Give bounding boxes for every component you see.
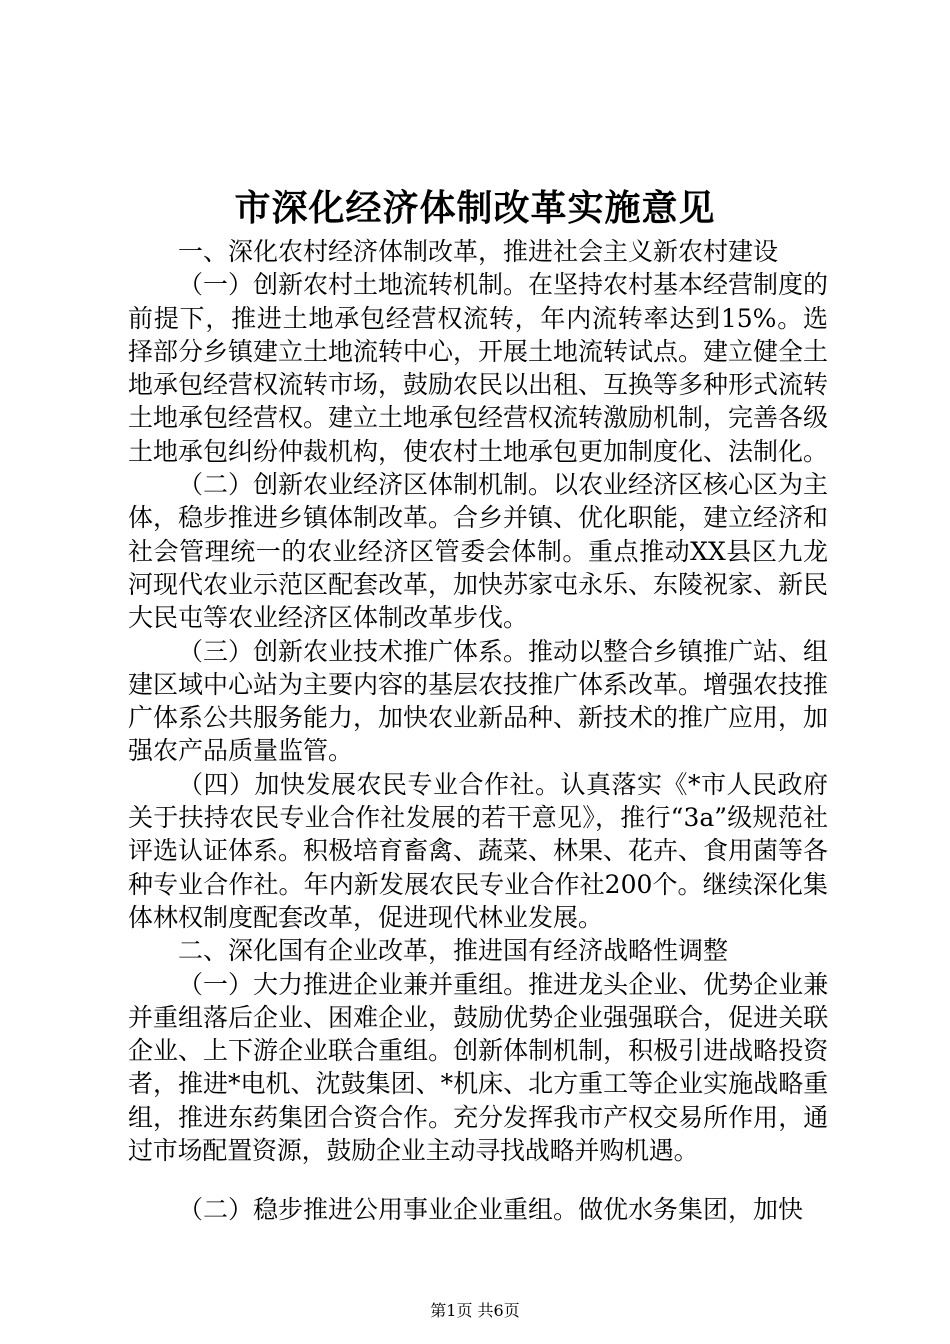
paragraph-2-2: （二）稳步推进公用事业企业重组。做优水务集团，加快 <box>178 1195 804 1225</box>
paragraph-1-1: （一）创新农村土地流转机制。在坚持农村基本经营制度的前提下，推进土地承包经营权流转，年内流转率达到15%。选择部分乡镇建立土地流转中心，开展土地流转试点。建立健全土地承包经营权流转市场，鼓励农民以出租、互换等多种形式流转土地承包经营权。建立土地承包经营权流转激励机制，完善各级土地承包纠纷仲裁机构，使农村土地承包更加制度化、法制化。 <box>128 270 829 466</box>
paragraph-1-2: （二）创新农业经济区体制机制。以农业经济区核心区为主体，稳步推进乡镇体制改革。合乡并镇、优化职能，建立经济和社会管理统一的农业经济区管委会体制。重点推动XX县区九龙河现代农业示范区配套改革，加快苏家屯永乐、东陵祝家、新民大民屯等农业经济区体制改革步伐。 <box>128 470 829 633</box>
section-heading-1: 一、深化农村经济体制改革，推进社会主义新农村建设 <box>178 237 779 266</box>
document-body <box>128 235 828 1227</box>
section-heading-2: 二、深化国有企业改革，推进国有经济战略性调整 <box>178 936 729 966</box>
paragraph-1-4: （四）加快发展农民专业合作社。认真落实《*市人民政府关于扶持农民专业合作社发展的若干意见》，推行“3a”级规范社评选认证体系。积极培育畜禽、蔬菜、林果、花卉、食用菌等各种专业合作社。年内新发展农民专业合作社200个。继续深化集体林权制度配套改革，促进现代林业发展。 <box>128 769 829 932</box>
paragraph-2-1: （一）大力推进企业兼并重组。推进龙头企业、优势企业兼并重组落后企业、困难企业，鼓励优势企业强强联合，促进关联企业、上下游企业联合重组。创新体制机制，积极引进战略投资者，推进*电机、沈鼓集团、*机床、北方重工等企业实施战略重组，推进东药集团合资合作。充分发挥我市产权交易所作用，通过市场配置资源，鼓励企业主动寻找战略并购机遇。 <box>128 969 828 1166</box>
paragraph-1-3: （三）创新农业技术推广体系。推动以整合乡镇推广站、组建区域中心站为主要内容的基层农技推广体系改革。增强农技推广体系公共服务能力，加快农业新品种、新技术的推广应用，加强农产品质量监管。 <box>128 636 829 766</box>
page-footer: 第1页 共6页 <box>430 1301 520 1320</box>
paragraph-spacer <box>128 1167 828 1193</box>
page-title: 市深化经济体制改革实施意见 <box>234 187 716 229</box>
